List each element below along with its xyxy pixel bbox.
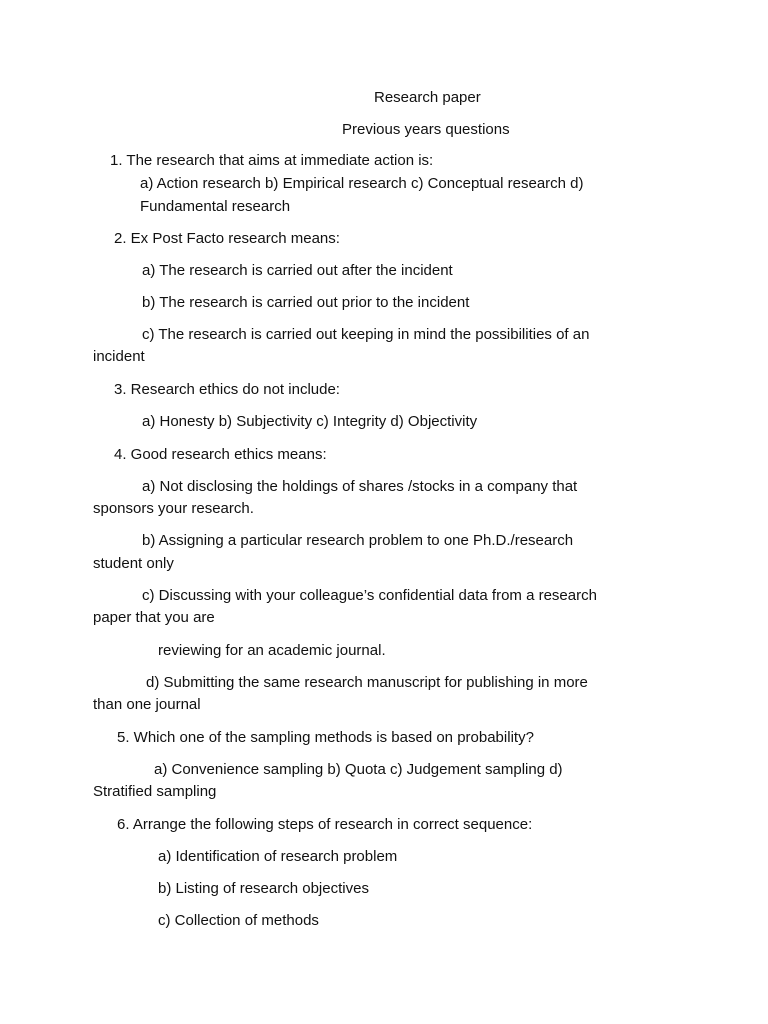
question-5-options: a) Convenience sampling b) Quota c) Judgement sampling d)	[154, 761, 563, 778]
question-1-options: a) Action research b) Empirical research c) Conceptual research d)	[140, 175, 584, 192]
question-1: 1. The research that aims at immediate action is:	[110, 152, 434, 169]
question-4-option-d: d) Submitting the same research manuscript for publishing in more	[146, 674, 588, 691]
question-4-option-c: c) Discussing with your colleague’s confidential data from a research	[142, 587, 597, 604]
question-4-option-c-continued: paper that you are	[93, 609, 215, 626]
question-2-option-c-continued: incident	[93, 348, 145, 365]
question-6-option-a: a) Identification of research problem	[158, 848, 398, 865]
question-6-option-b: b) Listing of research objectives	[158, 880, 369, 897]
question-2: 2. Ex Post Facto research means:	[114, 230, 340, 247]
question-5: 5. Which one of the sampling methods is based on probability?	[117, 729, 534, 746]
question-4-option-a-continued: sponsors your research.	[93, 500, 254, 517]
question-4: 4. Good research ethics means:	[114, 446, 327, 463]
page-title: Research paper	[374, 89, 481, 106]
question-3-options: a) Honesty b) Subjectivity c) Integrity d) Objectivity	[142, 413, 478, 430]
question-5-options-continued: Stratified sampling	[93, 783, 217, 800]
question-2-option-b: b) The research is carried out prior to the incident	[142, 294, 470, 311]
question-2-option-a: a) The research is carried out after the incident	[142, 262, 453, 279]
question-4-option-d-continued: than one journal	[93, 696, 201, 713]
question-6-option-c: c) Collection of methods	[158, 912, 319, 929]
question-4-option-b-continued: student only	[93, 555, 174, 572]
page-subtitle: Previous years questions	[342, 121, 510, 138]
question-6: 6. Arrange the following steps of research in correct sequence:	[117, 816, 533, 833]
question-1-options-continued: Fundamental research	[140, 198, 291, 215]
question-3: 3. Research ethics do not include:	[114, 381, 340, 398]
question-4-option-b: b) Assigning a particular research problem to one Ph.D./research	[142, 532, 574, 549]
question-4-option-a: a) Not disclosing the holdings of shares /stocks in a company that	[142, 478, 578, 495]
question-4-option-c-continued-2: reviewing for an academic journal.	[158, 642, 386, 659]
question-2-option-c: c) The research is carried out keeping in mind the possibilities of an	[142, 326, 590, 343]
